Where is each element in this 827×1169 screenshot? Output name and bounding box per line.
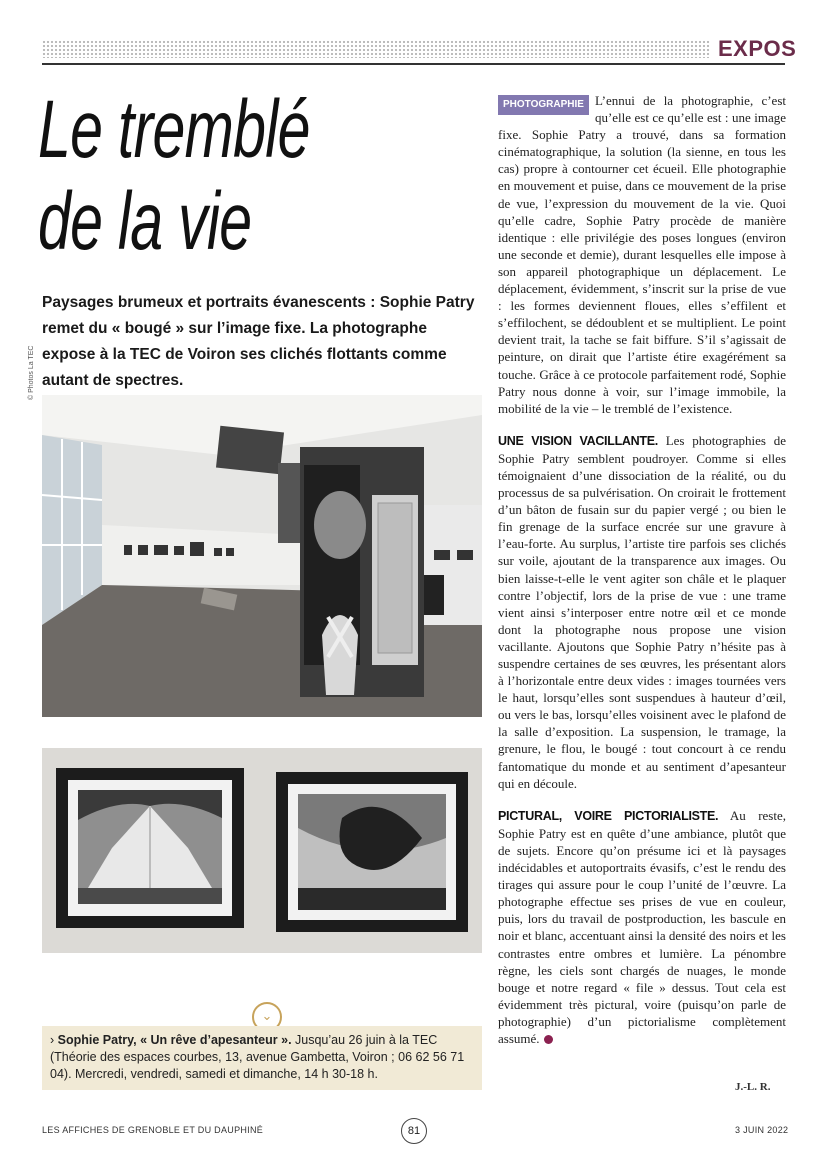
paragraph-3 — [498, 807, 786, 1047]
photo-credit: © Photos La TEC — [28, 345, 35, 400]
paragraph-3-text: Au reste, Sophie Patry est en quête d’une ambiance, plutôt que de sujets. Encore qu’on présume ici et là paysages indécidables et autoportraits évasifs, c’est le rendu des tirages qui assure pour le coup l’unité de l’œuvre. La photographe effectue ses prises de vue en couleur, puis, lors du travail de postproduction, les bascule en noir et blanc, accentuant ainsi la densité des noirs et les contrastes entre ombres et lumière. La pénombre règne, les ciels sont chargés de nuages, le monde bouge et notre regard « file » dessus. Tout cela est évidemment très pictural, voire (puisqu’on parle de photographie) d’un pictorialisme complètement assumé. — [498, 807, 786, 1046]
paragraph-2 — [498, 432, 786, 792]
info-title: Sophie Patry, « Un rêve d’apesanteur ». — [57, 1033, 292, 1047]
title-line-2: de la vie — [38, 176, 252, 267]
framed-prints-photo — [42, 748, 482, 953]
rubric-tag: PHOTOGRAPHIE — [498, 95, 589, 115]
subhead-vision: UNE VISION VACILLANTE. — [498, 433, 658, 448]
article-body — [498, 92, 786, 1062]
author-signature: J.-L. R. — [735, 1081, 771, 1093]
article-lede: Paysages brumeux et portraits évanescents : Sophie Patry remet du « bougé » sur l’image fixe. La photographe expose à la TEC de Voiron ses clichés flottants comme autant de spectres. — [42, 294, 475, 389]
exhibition-info-box — [42, 1026, 482, 1090]
end-mark-icon — [544, 1035, 553, 1044]
header-rule — [42, 63, 785, 65]
paragraph-2-text: Les photographies de Sophie Patry semblent poudroyer. Comme si elles témoignaient d’une dissociation de la réalité, ou du processus de sa pulvérisation. On croirait le frottement d’un bâton de fusain sur du papier vergé ; ou bien le fin grenage de la surface encrée sur une gravure à l’eau-forte. Au surplus, l’artiste tire parfois ses clichés sur voile, ajoutant de la transparence aux images. Ou bien laisse-t-elle le vent agiter son châle et le plaquer contre l’objectif, lors de la prise de vue : une trame vient ainsi s’interposer entre notre œil et ce monde dont la photographe nous propose une vision vacillante. Ajoutons que Sophie Patry n’hésite pas à suspendre certaines de ses œuvres, les présentant alors à l’horizontale entre deux vides : images tournées vers le haut, lorsqu’elles sont suspendues à hauteur d’œil, ou vers le bas, lorsqu’elles voisinent avec le plafond de la salle d’exposition. La suspension, le tramage, la grenure, le flou, le bougé : tout concourt à ce rendu fantomatique du monde et au sentiment d’apesanteur qui en découle. — [498, 432, 786, 791]
paragraph-1-text: L’ennui de la photographie, c’est qu’elle est ce qu’elle est : une image fixe. Sophie Patry a trouvé, dans sa formation cinématographique, la solution (la sienne, en tous les cas) propre à contourner cet écueil. Elle photographie en mouvement et puise, dans ce mouvement de la prise de vue, l’expression du mouvement de la vie. Quoi qu’elle cadre, Sophie Patry procède de manière identique : elle privilégie des poses longues (environ une seconde et demie), durant lesquelles elle impose à son appareil photographique un déplacement. Le déplacement, évidemment, s’inscrit sur la prise de vue : les formes deviennent floues, elles s’effilent et s’effilochent, se dédoublent et se multiplient. Le point devient trait, la tache se fait biffure. S’il s’agissait de peinture, on dirait que l’artiste étire exagérément sa touche. Grâce à ce protocole parfaitement rodé, Sophie Patry nous donne à voir, sur l’image immobile, la mobilité de la vie – le tremblé de l’existence. — [498, 93, 786, 416]
header-dot-band — [42, 40, 710, 58]
publication-name: LES AFFICHES DE GRENOBLE ET DU DAUPHINÉ — [42, 1125, 264, 1135]
info-details: Jusqu’au 26 juin à la TEC (Théorie des espaces courbes, 13, avenue Gambetta, Voiron ; 06 62 56 71 04). Mercredi, vendredi, samedi et dimanche, 14 h 30-18 h. — [50, 1033, 465, 1081]
gallery-installation-photo — [42, 395, 482, 717]
title-line-1: Le tremblé — [38, 84, 310, 175]
issue-date: 3 JUIN 2022 — [735, 1125, 789, 1135]
chevron-down-icon: ⌄ — [252, 1002, 282, 1032]
article-title — [38, 84, 310, 268]
info-marker-icon: › — [50, 1033, 55, 1047]
paragraph-1 — [498, 92, 786, 417]
subhead-pictural: PICTURAL, VOIRE PICTORIALISTE. — [498, 808, 719, 823]
page-number: 81 — [401, 1118, 427, 1144]
section-label: EXPOS — [718, 36, 797, 61]
